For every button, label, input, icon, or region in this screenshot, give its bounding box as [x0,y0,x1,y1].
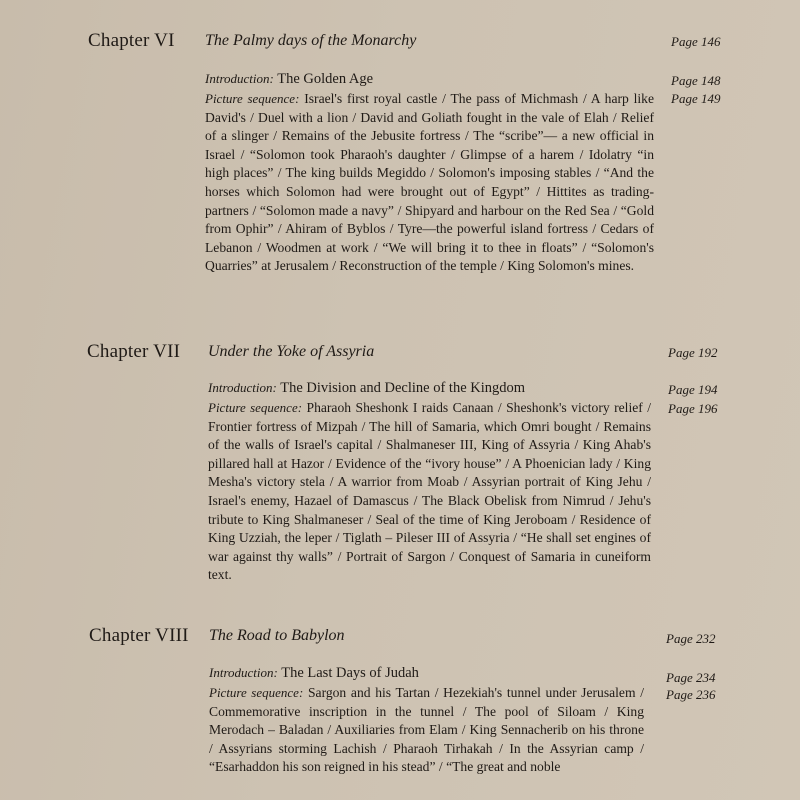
chapter-title: The Palmy days of the Monarchy [205,32,417,49]
chapter-title: The Road to Babylon [209,627,345,644]
introduction-page: Page 194 [668,382,718,397]
introduction-line [205,71,373,88]
picture-sequence [208,399,651,585]
picture-sequence [205,90,654,276]
chapter-page: Page 192 [668,345,718,360]
picture-sequence [209,684,644,777]
picture-sequence-text: Sargon and his Tartan / Hezekiah's tunnel under Jerusalem / Commemorative inscription in the tunnel / The pool of Siloam / King Merodach – Baladan / Auxiliaries from Elam / King Sennacherib on his throne / Assyrians storming Lachish / Pharaoh Tirhakah / In the Assyrian camp / “Esarhaddon his son reigned in his stead” / “The great and noble [209,685,644,775]
introduction-text: The Last Days of Judah [281,665,419,681]
introduction-page: Page 234 [666,670,716,685]
introduction-page: Page 148 [671,73,721,88]
chapter-label: Chapter VII [87,341,181,362]
picture-sequence-page: Page 236 [666,687,716,702]
introduction-label: Introduction: [205,71,274,86]
chapter-page: Page 232 [666,631,716,646]
chapter-title: Under the Yoke of Assyria [208,343,375,360]
introduction-label: Introduction: [209,665,278,680]
introduction-text: The Division and Decline of the Kingdom [280,380,526,396]
introduction-text: The Golden Age [277,71,374,87]
introduction-label: Introduction: [208,380,277,395]
picture-sequence-page: Page 196 [668,401,718,416]
chapter-page: Page 146 [671,34,721,49]
picture-sequence-text: Israel's first royal castle / The pass of Michmash / A harp like David's / Duel with a lion / David and Goliath fought in the vale of Elah / Relief of a slinger / Remains of the Jebusite fortress / The “scribe”— a new official in Israel / “Solomon took Pharaoh's daughter / Glimpse of a harem / Idolatry “in high places” / The king builds Megiddo / Solomon's imposing stables / “And the horses which Solomon had were brought out of Egypt” / Hittites as trading-partners / “Solomon made a navy” / Shipyard and harbour on the Red Sea / “Gold from Ophir” / Ahiram of Byblos / Tyre—the powerful island fortress / Cedars of Lebanon / Woodmen at work / “We will bring it to thee in floats” / “Solomon's Quarries” at Jerusalem / Reconstruction of the temple / King Solomon's mines. [205,91,654,274]
chapter-label: Chapter VIII [89,625,189,646]
picture-sequence-text: Pharaoh Sheshonk I raids Canaan / Sheshonk's victory relief / Frontier fortress of Mizpah / The hill of Samaria, which Omri bought / Remains of the walls of Israel's capital / Shalmaneser III, King of Assyria / King Ahab's pillared hall at Hazor / Evidence of the “ivory house” / A Phoenician lady / King Mesha's victory stela / A warrior from Moab / Assyrian portrait of King Jehu / Israel's enemy, Hazael of Damascus / The Black Obelisk from Nimrud / Jehu's tribute to King Shalmaneser / Seal of the time of King Jeroboam / Residence of King Uzziah, the leper / Tiglath – Pileser III of Assyria / “He shall set engines of war against thy walls” / Portrait of Sargon / Conquest of Samaria in cuneiform text. [208,400,652,583]
chapter-label: Chapter VI [88,30,175,51]
picture-sequence-label: Picture sequence: [209,685,304,700]
introduction-line [208,380,525,397]
introduction-line [209,665,419,682]
picture-sequence-label: Picture sequence: [205,91,300,106]
picture-sequence-label: Picture sequence: [208,400,303,415]
picture-sequence-page: Page 149 [671,91,721,106]
